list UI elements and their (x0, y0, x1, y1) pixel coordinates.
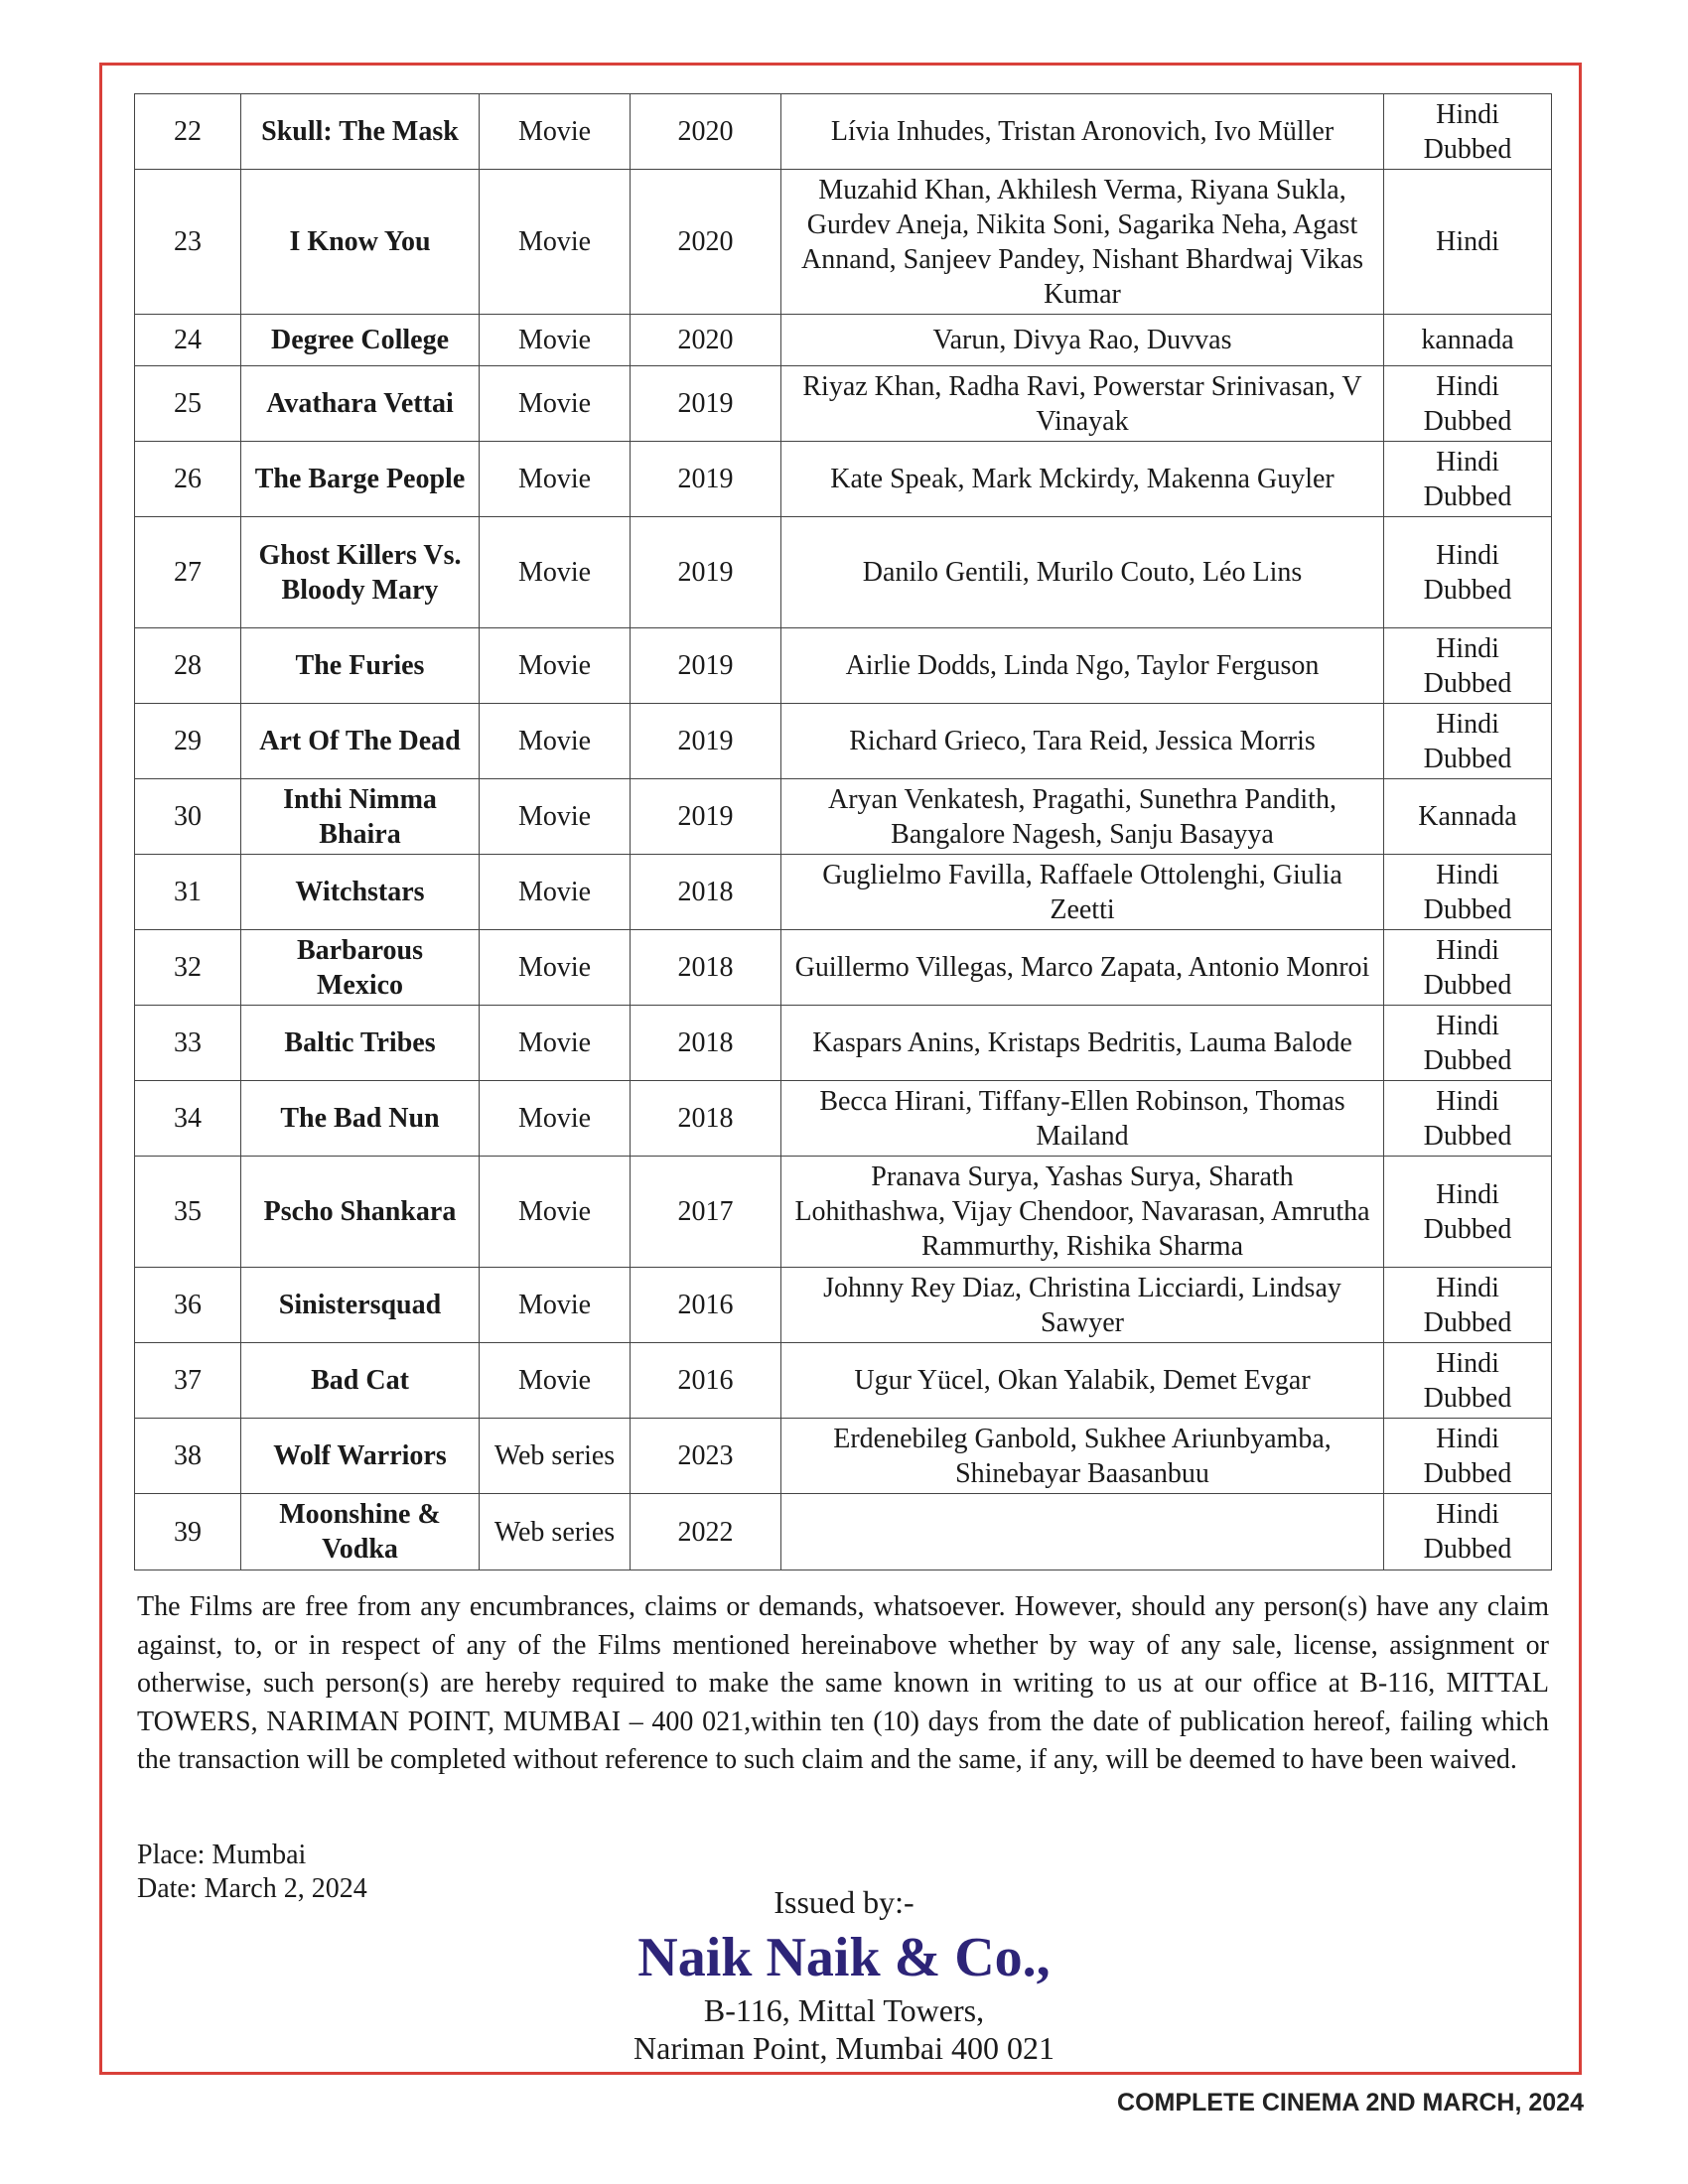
films-table-body (135, 94, 1552, 1570)
date-line: Date: March 2, 2024 (137, 1873, 367, 1904)
cell-title: Moonshine & Vodka (241, 1494, 480, 1570)
cell-title: Degree College (241, 315, 480, 366)
table-row (135, 517, 1552, 628)
table-row (135, 1081, 1552, 1157)
cell-language: Hindi Dubbed (1384, 1081, 1552, 1157)
cell-language: Hindi Dubbed (1384, 94, 1552, 170)
cell-cast: Aryan Venkatesh, Pragathi, Sunethra Pandith, Bangalore Nagesh, Sanju Basayya (781, 779, 1384, 855)
cell-title: Art Of The Dead (241, 704, 480, 779)
cell-language: Hindi Dubbed (1384, 704, 1552, 779)
cell-number: 28 (135, 628, 241, 704)
cell-language: Hindi (1384, 170, 1552, 315)
cell-year: 2018 (631, 930, 781, 1006)
cell-title: Inthi Nimma Bhaira (241, 779, 480, 855)
cell-number: 38 (135, 1419, 241, 1494)
cell-number: 32 (135, 930, 241, 1006)
cell-year: 2019 (631, 366, 781, 442)
cell-cast: Riyaz Khan, Radha Ravi, Powerstar Srinivasan, V Vinayak (781, 366, 1384, 442)
cell-year: 2020 (631, 94, 781, 170)
cell-type: Movie (480, 1006, 631, 1081)
cell-number: 25 (135, 366, 241, 442)
cell-language: Hindi Dubbed (1384, 1006, 1552, 1081)
cell-cast: Johnny Rey Diaz, Christina Licciardi, Lindsay Sawyer (781, 1268, 1384, 1343)
cell-cast: Becca Hirani, Tiffany-Ellen Robinson, Thomas Mailand (781, 1081, 1384, 1157)
cell-year: 2019 (631, 442, 781, 517)
cell-language: Hindi Dubbed (1384, 517, 1552, 628)
table-row (135, 855, 1552, 930)
cell-language: Hindi Dubbed (1384, 1343, 1552, 1419)
cell-type: Web series (480, 1494, 631, 1570)
cell-language: Hindi Dubbed (1384, 628, 1552, 704)
cell-title: Baltic Tribes (241, 1006, 480, 1081)
cell-year: 2019 (631, 517, 781, 628)
cell-title: Avathara Vettai (241, 366, 480, 442)
cell-cast: Kate Speak, Mark Mckirdy, Makenna Guyler (781, 442, 1384, 517)
cell-cast: Ugur Yücel, Okan Yalabik, Demet Evgar (781, 1343, 1384, 1419)
cell-year: 2020 (631, 170, 781, 315)
cell-type: Movie (480, 628, 631, 704)
cell-language: Hindi Dubbed (1384, 1494, 1552, 1570)
cell-number: 23 (135, 170, 241, 315)
cell-year: 2019 (631, 779, 781, 855)
cell-cast: Pranava Surya, Yashas Surya, Sharath Lohithashwa, Vijay Chendoor, Navarasan, Amrutha Rammurthy, Rishika Sharma (781, 1157, 1384, 1268)
notice-paragraph: The Films are free from any encumbrances, claims or demands, whatsoever. However, should any person(s) have any claim against, to, or in respect of any of the Films mentioned hereinabove whether by way of any sale, license, assignment or otherwise, such person(s) are hereby required to make the same known in writing to us at our office at B-116, MITTAL TOWERS, NARIMAN POINT, MUMBAI – 400 021,within ten (10) days from the date of publication hereof, failing which the transaction will be completed without reference to such claim and the same, if any, will be deemed to have been waived. (137, 1591, 1549, 1776)
cell-title: Witchstars (241, 855, 480, 930)
cell-type: Movie (480, 1268, 631, 1343)
cell-cast: Guillermo Villegas, Marco Zapata, Antonio Monroi (781, 930, 1384, 1006)
cell-number: 27 (135, 517, 241, 628)
cell-cast: Kaspars Anins, Kristaps Bedritis, Lauma Balode (781, 1006, 1384, 1081)
cell-title: Pscho Shankara (241, 1157, 480, 1268)
cell-type: Movie (480, 1343, 631, 1419)
cell-title: Sinistersquad (241, 1268, 480, 1343)
cell-language: Hindi Dubbed (1384, 442, 1552, 517)
cell-type: Movie (480, 855, 631, 930)
cell-number: 24 (135, 315, 241, 366)
cell-title: Ghost Killers Vs. Bloody Mary (241, 517, 480, 628)
table-row (135, 170, 1552, 315)
cell-cast: Varun, Divya Rao, Duvvas (781, 315, 1384, 366)
cell-number: 22 (135, 94, 241, 170)
cell-number: 36 (135, 1268, 241, 1343)
cell-title: Wolf Warriors (241, 1419, 480, 1494)
issuer-address-line2: Nariman Point, Mumbai 400 021 (633, 2030, 1055, 2066)
cell-number: 37 (135, 1343, 241, 1419)
cell-year: 2019 (631, 704, 781, 779)
issuer-address-line1: B-116, Mittal Towers, (703, 1992, 985, 2028)
cell-language: Hindi Dubbed (1384, 1268, 1552, 1343)
cell-title: Barbarous Mexico (241, 930, 480, 1006)
cell-year: 2022 (631, 1494, 781, 1570)
cell-cast: Guglielmo Favilla, Raffaele Ottolenghi, Giulia Zeetti (781, 855, 1384, 930)
cell-type: Movie (480, 1081, 631, 1157)
cell-title: The Bad Nun (241, 1081, 480, 1157)
cell-year: 2018 (631, 855, 781, 930)
table-row (135, 628, 1552, 704)
cell-type: Movie (480, 779, 631, 855)
cell-type: Movie (480, 930, 631, 1006)
table-row (135, 442, 1552, 517)
table-row (135, 1268, 1552, 1343)
cell-type: Movie (480, 517, 631, 628)
cell-type: Web series (480, 1419, 631, 1494)
cell-year: 2016 (631, 1343, 781, 1419)
cell-number: 39 (135, 1494, 241, 1570)
cell-cast (781, 1494, 1384, 1570)
cell-type: Movie (480, 315, 631, 366)
cell-language: Hindi Dubbed (1384, 1419, 1552, 1494)
cell-type: Movie (480, 94, 631, 170)
cell-year: 2016 (631, 1268, 781, 1343)
cell-language: kannada (1384, 315, 1552, 366)
cell-number: 26 (135, 442, 241, 517)
cell-number: 31 (135, 855, 241, 930)
cell-language: Hindi Dubbed (1384, 930, 1552, 1006)
table-row (135, 1006, 1552, 1081)
cell-type: Movie (480, 170, 631, 315)
cell-cast: Richard Grieco, Tara Reid, Jessica Morris (781, 704, 1384, 779)
table-row (135, 930, 1552, 1006)
cell-title: I Know You (241, 170, 480, 315)
issuer-firm-name: Naik Naik & Co., (637, 1927, 1051, 1988)
place-line: Place: Mumbai (137, 1840, 307, 1870)
films-table (134, 93, 1552, 1570)
cell-year: 2018 (631, 1006, 781, 1081)
cell-type: Movie (480, 1157, 631, 1268)
cell-language: Hindi Dubbed (1384, 855, 1552, 930)
cell-year: 2019 (631, 628, 781, 704)
cell-number: 35 (135, 1157, 241, 1268)
table-row (135, 779, 1552, 855)
cell-year: 2018 (631, 1081, 781, 1157)
table-row (135, 94, 1552, 170)
table-row (135, 315, 1552, 366)
cell-cast: Lívia Inhudes, Tristan Aronovich, Ivo Müller (781, 94, 1384, 170)
cell-type: Movie (480, 704, 631, 779)
cell-number: 29 (135, 704, 241, 779)
cell-title: The Furies (241, 628, 480, 704)
cell-language: Kannada (1384, 779, 1552, 855)
cell-title: Skull: The Mask (241, 94, 480, 170)
table-row (135, 704, 1552, 779)
cell-language: Hindi Dubbed (1384, 366, 1552, 442)
publication-footer: COMPLETE CINEMA 2ND MARCH, 2024 (1117, 2089, 1584, 2116)
table-row (135, 1494, 1552, 1570)
table-row (135, 1157, 1552, 1268)
cell-year: 2023 (631, 1419, 781, 1494)
cell-number: 34 (135, 1081, 241, 1157)
table-row (135, 1419, 1552, 1494)
cell-cast: Danilo Gentili, Murilo Couto, Léo Lins (781, 517, 1384, 628)
cell-cast: Airlie Dodds, Linda Ngo, Taylor Ferguson (781, 628, 1384, 704)
cell-language: Hindi Dubbed (1384, 1157, 1552, 1268)
cell-type: Movie (480, 366, 631, 442)
cell-year: 2017 (631, 1157, 781, 1268)
issued-by-label: Issued by:- (774, 1884, 914, 1920)
cell-cast: Muzahid Khan, Akhilesh Verma, Riyana Sukla, Gurdev Aneja, Nikita Soni, Sagarika Neha, Agast Annand, Sanjeev Pandey, Nishant Bhardwaj Vikas Kumar (781, 170, 1384, 315)
cell-number: 30 (135, 779, 241, 855)
cell-title: Bad Cat (241, 1343, 480, 1419)
cell-type: Movie (480, 442, 631, 517)
cell-title: The Barge People (241, 442, 480, 517)
cell-number: 33 (135, 1006, 241, 1081)
cell-year: 2020 (631, 315, 781, 366)
cell-cast: Erdenebileg Ganbold, Sukhee Ariunbyamba, Shinebayar Baasanbuu (781, 1419, 1384, 1494)
table-row (135, 366, 1552, 442)
table-row (135, 1343, 1552, 1419)
